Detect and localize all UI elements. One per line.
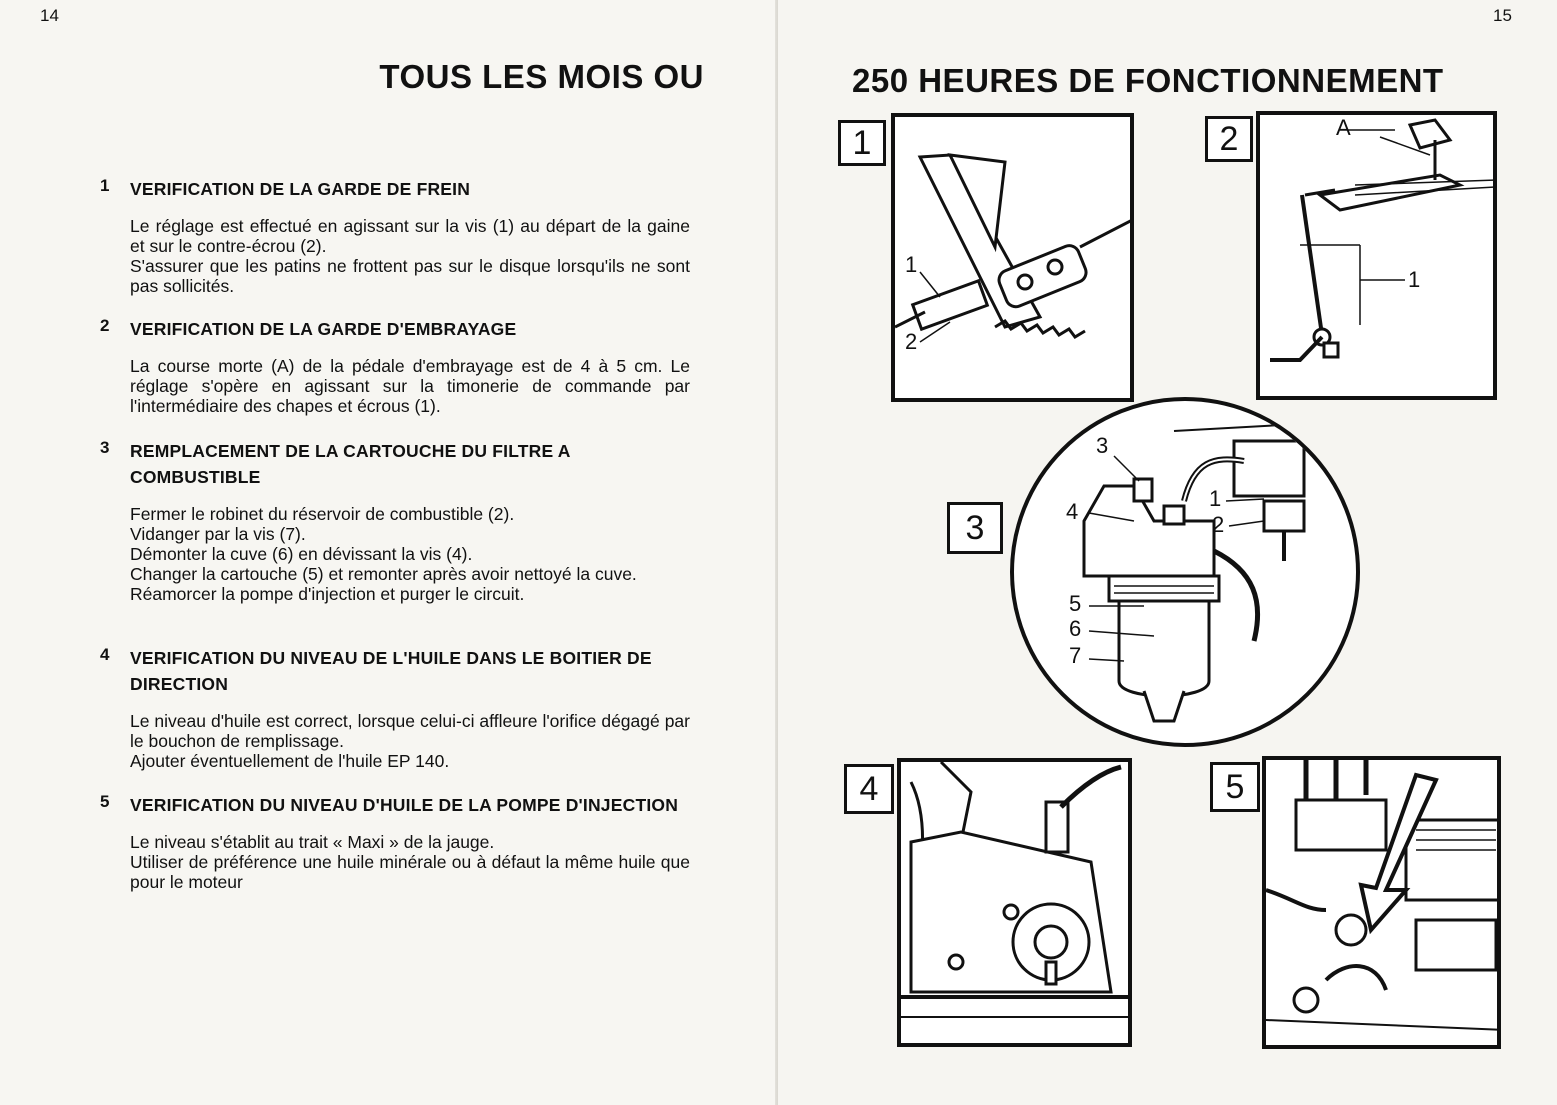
maintenance-item-5 bbox=[100, 792, 690, 892]
item-number: 3 bbox=[100, 438, 110, 457]
item-heading: REMPLACEMENT DE LA CARTOUCHE DU FILTRE A COMBUSTIBLE bbox=[130, 441, 570, 487]
item-body bbox=[130, 504, 690, 604]
maintenance-item-1 bbox=[100, 176, 690, 296]
left-page-title: TOUS LES MOIS OU bbox=[379, 58, 704, 95]
item-heading: VERIFICATION DU NIVEAU D'HUILE DE LA POMPE D'INJECTION bbox=[130, 795, 679, 815]
maintenance-item-4 bbox=[100, 645, 690, 771]
right-page-title: 250 HEURES DE FONCTIONNEMENT bbox=[852, 62, 1444, 99]
item-line: Démonter la cuve (6) en dévissant la vis (4). bbox=[130, 544, 473, 564]
figure-1-callout-2: 2 bbox=[905, 329, 918, 354]
left-page bbox=[0, 0, 778, 1105]
figure-1-label: 1 bbox=[838, 120, 886, 166]
fuel-filter-illustration bbox=[1014, 401, 1356, 743]
maintenance-item-2 bbox=[100, 316, 690, 416]
figure-3-callout-7: 7 bbox=[1069, 643, 1082, 668]
injection-pump-illustration bbox=[1266, 760, 1501, 1049]
item-line: Utiliser de préférence une huile minérale ou à défaut la même huile que pour le moteur bbox=[130, 852, 690, 892]
figure-3-callout-4: 4 bbox=[1066, 499, 1079, 524]
item-number: 4 bbox=[100, 645, 110, 664]
item-line: Changer la cartouche (5) et remonter après avoir nettoyé la cuve. bbox=[130, 564, 637, 584]
item-line: La course morte (A) de la pédale d'embrayage est de 4 à 5 cm. Le réglage s'opère en agissant sur la timonerie de commande par l'intermédiaire des chapes et écrous (1). bbox=[130, 356, 690, 416]
figure-2-clutch-adjustment bbox=[1256, 111, 1497, 400]
item-body bbox=[130, 216, 690, 296]
item-number: 1 bbox=[100, 176, 110, 195]
item-line: S'assurer que les patins ne frottent pas sur le disque lorsqu'ils ne sont pas sollicités. bbox=[130, 256, 690, 296]
brake-cable-illustration bbox=[895, 117, 1134, 402]
figure-3-callout-1: 1 bbox=[1209, 486, 1222, 511]
figure-5-injection-pump bbox=[1262, 756, 1501, 1049]
item-heading: VERIFICATION DE LA GARDE DE FREIN bbox=[130, 179, 471, 199]
figure-2-label: 2 bbox=[1205, 116, 1253, 162]
item-line: Vidanger par la vis (7). bbox=[130, 524, 306, 544]
figure-3-callout-5: 5 bbox=[1069, 591, 1082, 616]
item-body bbox=[130, 832, 690, 892]
item-heading: VERIFICATION DE LA GARDE D'EMBRAYAGE bbox=[130, 319, 517, 339]
figure-1-callout-1: 1 bbox=[905, 252, 918, 277]
item-body bbox=[130, 356, 690, 416]
figure-5-label: 5 bbox=[1210, 762, 1260, 812]
clutch-linkage-illustration bbox=[1260, 115, 1497, 400]
item-line: Le réglage est effectué en agissant sur la vis (1) au départ de la gaine et sur le contre-écrou (2). bbox=[130, 216, 690, 256]
item-heading: VERIFICATION DU NIVEAU DE L'HUILE DANS LE BOITIER DE DIRECTION bbox=[130, 648, 652, 694]
figure-2-callout-a: A bbox=[1336, 115, 1351, 140]
figure-2-callout-1: 1 bbox=[1408, 267, 1421, 292]
figure-4-steering-box bbox=[897, 758, 1132, 1047]
item-line: Fermer le robinet du réservoir de combustible (2). bbox=[130, 504, 515, 524]
item-number: 5 bbox=[100, 792, 110, 811]
item-line: Ajouter éventuellement de l'huile EP 140. bbox=[130, 751, 450, 771]
item-body bbox=[130, 711, 690, 771]
figure-3-callout-3: 3 bbox=[1096, 433, 1109, 458]
item-line: Le niveau s'établit au trait « Maxi » de la jauge. bbox=[130, 832, 495, 852]
figure-3-fuel-filter bbox=[1010, 397, 1360, 747]
maintenance-item-3 bbox=[100, 438, 690, 604]
left-page-number: 14 bbox=[40, 6, 59, 25]
figure-1-brake-adjustment bbox=[891, 113, 1134, 402]
figure-3-label: 3 bbox=[947, 502, 1003, 554]
item-number: 2 bbox=[100, 316, 110, 335]
figure-3-callout-2: 2 bbox=[1212, 512, 1225, 537]
item-line: Réamorcer la pompe d'injection et purger le circuit. bbox=[130, 584, 525, 604]
figure-4-label: 4 bbox=[844, 764, 894, 814]
figure-3-callout-6: 6 bbox=[1069, 616, 1082, 641]
steering-box-illustration bbox=[901, 762, 1132, 1047]
right-page-number: 15 bbox=[1493, 6, 1512, 25]
item-line: Le niveau d'huile est correct, lorsque celui-ci affleure l'orifice dégagé par le bouchon de remplissage. bbox=[130, 711, 690, 751]
